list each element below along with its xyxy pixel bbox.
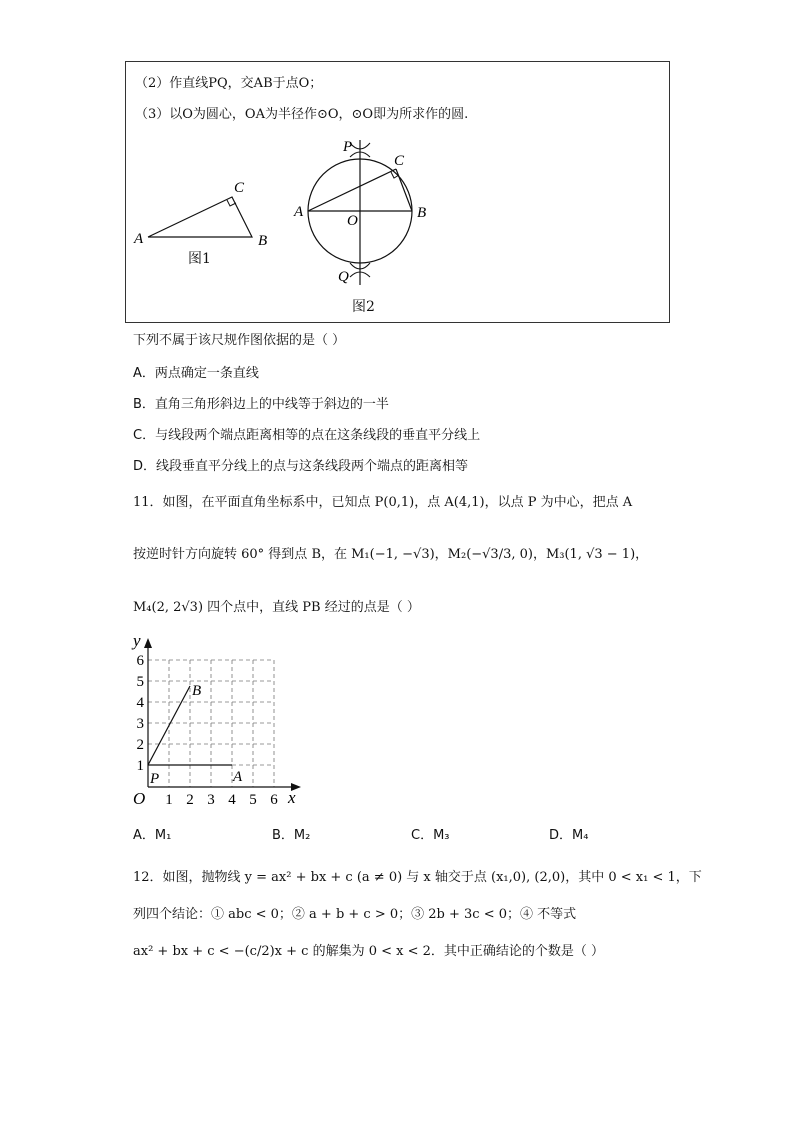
label-c2: C: [394, 153, 405, 169]
q10-option-c[interactable]: C．与线段两个端点距离相等的点在这条线段的垂直平分线上: [133, 428, 481, 443]
figure-2-caption: 图2: [352, 299, 375, 315]
q12-line-3: ax² + bx + c < −(c/2)x + c 的解集为 0 < x < 2．其中正确结论的个数是（ ）: [133, 944, 605, 959]
q11-line-3: M₄(2, 2√3) 四个点中，直线 PB 经过的点是（ ）: [133, 600, 420, 615]
q10-option-d[interactable]: D．线段垂直平分线上的点与这条线段两个端点的距离相等: [133, 459, 469, 474]
q11-coordinate-graph: [125, 628, 310, 808]
label-a2: A: [294, 204, 304, 220]
origin-label: O: [133, 789, 146, 808]
x-tick-labels: [165, 792, 278, 808]
label-b2: B: [417, 205, 427, 221]
point-p-label: P: [150, 771, 160, 787]
q10-option-a[interactable]: A．两点确定一条直线: [133, 366, 259, 381]
q11-option-d[interactable]: D．M₄: [549, 828, 589, 843]
y-tick-5: 5: [136, 674, 144, 690]
x-tick-4: 4: [228, 792, 236, 808]
triangle-abc: [148, 197, 252, 237]
q11-line-2: 按逆时针方向旋转 60° 得到点 B，在 M₁(−1, −√3)，M₂(−√3/3, 0)，M₃(1, √3 − 1)，: [133, 547, 649, 562]
q12-line-2: 列四个结论：① abc < 0；② a + b + c > 0；③ 2b + 3c < 0；④ 不等式: [133, 907, 577, 922]
y-tick-6: 6: [136, 653, 144, 669]
figure-2-circle: [288, 135, 443, 295]
y-tick-2: 2: [136, 737, 144, 753]
label-q: Q: [338, 269, 349, 285]
x-tick-6: 6: [270, 792, 278, 808]
x-tick-5: 5: [249, 792, 257, 808]
x-tick-1: 1: [165, 792, 173, 808]
label-o: O: [347, 213, 358, 229]
grid-lines: [148, 660, 274, 787]
q10-stem: 下列不属于该尺规作图依据的是（ ）: [133, 333, 346, 348]
y-tick-4: 4: [136, 695, 144, 711]
y-tick-1: 1: [136, 758, 144, 774]
y-axis-label: y: [133, 631, 141, 650]
point-b-label: B: [192, 683, 202, 699]
q11-option-c[interactable]: C．M₃: [411, 828, 450, 843]
segment-ac: [308, 169, 396, 211]
q10-option-b[interactable]: B．直角三角形斜边上的中线等于斜边的一半: [133, 397, 389, 412]
y-tick-3: 3: [136, 716, 144, 732]
label-c: C: [234, 180, 245, 196]
label-p: P: [343, 139, 353, 155]
point-a-label: A: [233, 769, 243, 785]
y-axis-arrow: [144, 638, 152, 648]
step-2-text: （2）作直线PQ，交AB于点O；: [135, 76, 323, 91]
x-tick-3: 3: [207, 792, 215, 808]
x-axis-label: x: [288, 788, 296, 807]
q12-line-1: 12．如图，抛物线 y = ax² + bx + c (a ≠ 0) 与 x 轴交于点 (x₁,0), (2,0)，其中 0 < x₁ < 1，下: [133, 870, 702, 885]
q11-line-1: 11．如图，在平面直角坐标系中，已知点 P(0,1)，点 A(4,1)，以点 P 为中心，把点 A: [133, 495, 633, 510]
label-a: A: [134, 231, 144, 247]
q11-option-b[interactable]: B．M₂: [272, 828, 311, 843]
q11-option-a[interactable]: A．M₁: [133, 828, 172, 843]
step-3-text: （3）以O为圆心，OA为半径作⊙O，⊙O即为所求作的圆.: [135, 107, 469, 122]
y-tick-labels: [137, 653, 145, 774]
label-b: B: [258, 233, 268, 249]
figure-1-caption: 图1: [188, 251, 211, 267]
x-tick-2: 2: [186, 792, 194, 808]
